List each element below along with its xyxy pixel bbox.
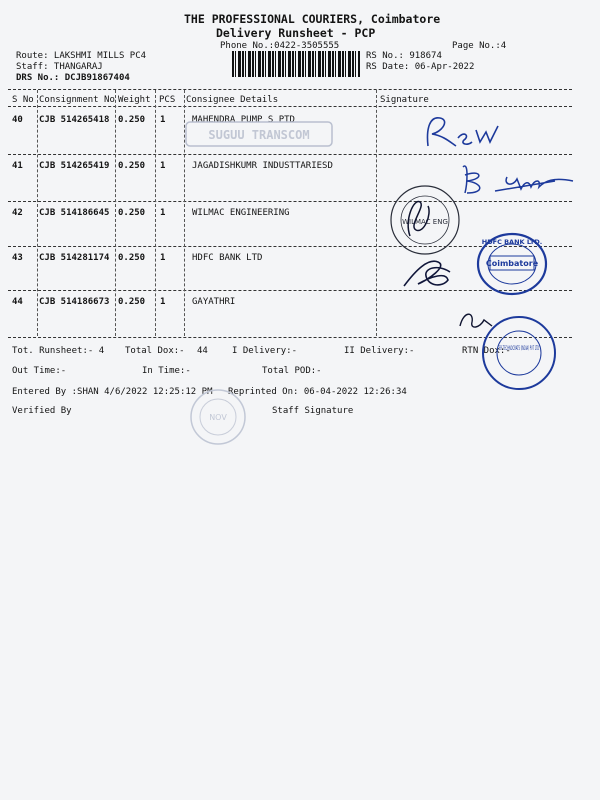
header-consignee: Consignee Details [186, 95, 279, 105]
row-consignee: GAYATHRI [192, 297, 236, 307]
row-sno: 42 [12, 208, 23, 218]
col-divider [155, 90, 156, 336]
drs-number: DRS No.: DCJB91867404 [16, 73, 130, 83]
rtn-dox: RTN Dox:- [462, 346, 511, 356]
staff: Staff: THANGARAJ [16, 62, 103, 72]
tot-runsheet: Tot. Runsheet:- 4 [12, 346, 105, 356]
header-sno: S No [12, 95, 34, 105]
total-dox-value: 44 [197, 346, 208, 356]
rs-date: RS Date: 06-Apr-2022 [366, 62, 475, 72]
i-delivery: I Delivery:- [232, 346, 298, 356]
row-consignment: CJB 514186673 [39, 297, 110, 307]
header-consignment: Consignment No [39, 95, 115, 105]
total-pod: Total POD:- [262, 366, 322, 376]
row-consignee: JAGADISHKUMR INDUSTTARIESD [192, 161, 333, 171]
hdfc-name-text: HDFC BANK LTD. [481, 238, 543, 246]
row-sno: 43 [12, 253, 23, 263]
total-dox-label: Total Dox:- [125, 346, 185, 356]
technocrats-stamp-text: ER TECHNOCRATS (INDIA) PVT LTD [499, 345, 540, 352]
verified-by: Verified By [12, 406, 72, 416]
row-sno: 40 [12, 115, 23, 125]
reprinted-on: Reprinted On: 06-04-2022 12:26:34 [228, 387, 407, 397]
ii-delivery: II Delivery:- [344, 346, 415, 356]
signature-row-40 [418, 108, 518, 154]
row-pcs: 1 [160, 297, 166, 307]
row-divider [8, 201, 572, 202]
faded-round-text: NOV [209, 413, 227, 422]
row-weight: 0.250 [118, 297, 146, 307]
row-weight: 0.250 [118, 115, 146, 125]
row-consignee: HDFC BANK LTD [192, 253, 263, 263]
staff-signature: Staff Signature [272, 406, 354, 416]
header-weight: Weight [118, 95, 151, 105]
out-time: Out Time:- [12, 366, 67, 376]
phone-number: Phone No.:0422-3505555 [220, 41, 340, 51]
faded-box-text: SUGUU TRANSCOM [208, 128, 310, 142]
wilmac-stamp [380, 180, 470, 260]
row-weight: 0.250 [118, 161, 146, 171]
entered-by: Entered By :SHAN 4/6/2022 12:25:12 PM [12, 387, 213, 397]
hdfc-stamp [470, 232, 555, 296]
row-weight: 0.250 [118, 253, 146, 263]
header-signature: Signature [380, 95, 429, 105]
row-sno: 44 [12, 297, 23, 307]
table-top-rule [8, 89, 572, 90]
row-pcs: 1 [160, 161, 166, 171]
page-number: Page No.:4 [452, 41, 507, 51]
table-header-rule [8, 106, 572, 107]
row-weight: 0.250 [118, 208, 146, 218]
faded-box-stamp [184, 120, 334, 148]
hdfc-city-text: Coimbatore [485, 259, 539, 268]
document-subtitle: Delivery Runsheet - PCP [216, 26, 376, 40]
row-consignment: CJB 514186645 [39, 208, 110, 218]
rs-number: RS No.: 918674 [366, 51, 442, 61]
col-divider [115, 90, 116, 336]
row-pcs: 1 [160, 253, 166, 263]
company-title: THE PROFESSIONAL COURIERS, Coimbatore [184, 12, 441, 26]
row-consignment: CJB 514265418 [39, 115, 110, 125]
technocrats-stamp [478, 312, 560, 394]
col-divider [376, 90, 377, 336]
header-pcs: PCS [159, 95, 176, 105]
signature-row-41 [455, 155, 580, 200]
row-pcs: 1 [160, 115, 166, 125]
row-pcs: 1 [160, 208, 166, 218]
row-consignment: CJB 514281174 [39, 253, 110, 263]
barcode [232, 51, 360, 77]
col-divider [37, 90, 38, 336]
row-consignee: MAHENDRA PUMP S PTD [192, 115, 295, 125]
row-consignment: CJB 514265419 [39, 161, 110, 171]
in-time: In Time:- [142, 366, 191, 376]
row-sno: 41 [12, 161, 23, 171]
row-consignee: WILMAC ENGINEERING [192, 208, 290, 218]
route: Route: LAKSHMI MILLS PC4 [16, 51, 147, 61]
faded-round-stamp [186, 386, 250, 448]
wilmac-stamp-text: WILMAC ENG [402, 218, 448, 226]
